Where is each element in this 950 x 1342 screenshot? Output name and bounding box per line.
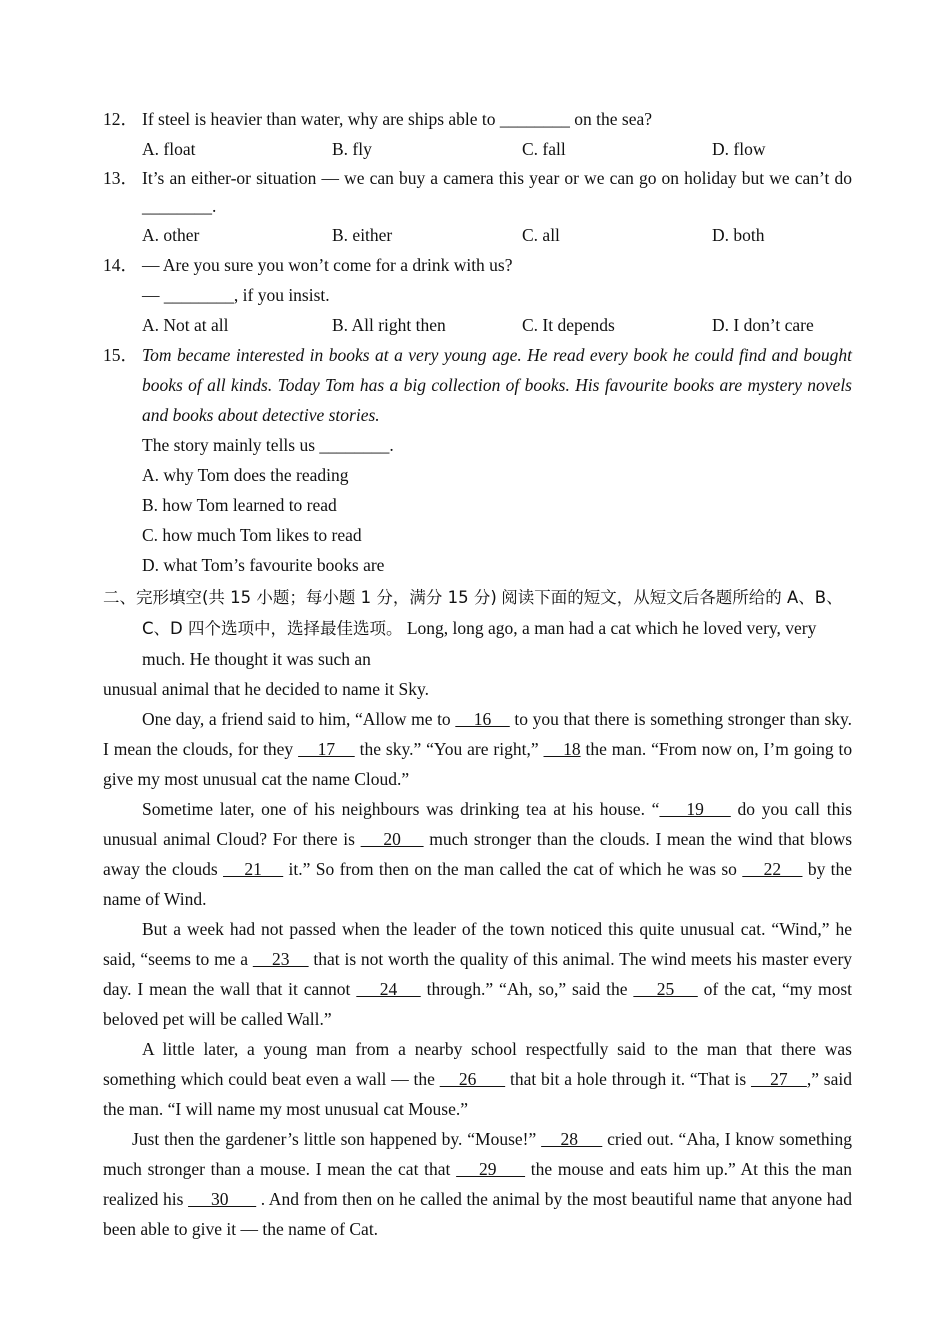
option-d: D. both: [712, 225, 765, 245]
dialogue-line-2: — ________, if you insist.: [142, 285, 330, 305]
blank-16: 16: [455, 709, 510, 729]
option-c: C. fall: [522, 139, 566, 159]
question-number: 12．: [103, 109, 138, 129]
text-span: do you call this unusual animal Cloud? For there is: [103, 799, 853, 849]
text-span: ,” said the man. “I will name my most unusual cat Mouse.”: [103, 1069, 852, 1119]
option-grid: [103, 460, 852, 580]
blank-29: 29: [456, 1159, 526, 1179]
blank-27: 27: [750, 1069, 807, 1089]
option-a: A. why Tom does the reading: [142, 465, 349, 485]
option-c: C. It depends: [522, 315, 615, 335]
blank-23: 23: [252, 949, 309, 969]
text-span: A little later, a young man from a nearby school respectfully said to the man that there was something which could beat even a wall — the: [103, 1039, 852, 1089]
section-cloze-header: [103, 582, 852, 674]
text-span: that bit a hole through it. “That is: [509, 1069, 747, 1089]
question-stem: If steel is heavier than water, why are ships able to ________ on the sea?: [142, 109, 653, 129]
text-span: Just then the gardener’s little son happened by. “Mouse!”: [132, 1129, 537, 1149]
blank-22: 22: [742, 859, 803, 879]
cloze-paragraph-1: [103, 704, 852, 794]
text-span: the man. “From now on, I’m going to give my most unusual cat the name Cloud.”: [103, 739, 853, 789]
text-span: much stronger than the clouds. I mean the wind that blows away the clouds: [103, 829, 853, 879]
blank-17: 17: [298, 739, 355, 759]
question-number: 15．: [103, 345, 138, 365]
option-b: B. either: [332, 225, 393, 245]
text-span: the mouse and eats him up.” At this the man realized his: [103, 1159, 852, 1209]
option-row: [103, 310, 852, 340]
blank-18: 18: [543, 739, 581, 759]
dialogue-line-1: — Are you sure you won’t come for a drink with us?: [142, 255, 513, 275]
cloze-paragraph-2: [103, 794, 852, 914]
text-span: it.” So from then on the man called the cat of which he was so: [288, 859, 737, 879]
option-b: B. fly: [332, 139, 372, 159]
text-span: One day, a friend said to him, “Allow me to: [142, 709, 451, 729]
option-row: [103, 134, 852, 164]
option-d: D. flow: [712, 139, 766, 159]
option-b: B. All right then: [332, 315, 446, 335]
cloze-intro: Long, long ago, a man had a cat which he loved very, very much. He thought it was such an: [142, 618, 817, 669]
text-span: to you that there is something stronger than sky. I mean the clouds, for they: [103, 709, 853, 759]
option-c: C. all: [522, 225, 560, 245]
text-span: the sky.” “You are right,”: [359, 739, 539, 759]
text-span: . And from then on he called the animal by the most beautiful name that anyone had been able to give it — the name of Cat.: [103, 1189, 853, 1239]
question-15: [103, 340, 852, 460]
blank-24: 24: [356, 979, 421, 999]
question-stem: It’s an either-or situation — we can buy a camera this year or we can go on holiday but we can’t do ________.: [142, 168, 852, 216]
question-number: 14．: [103, 255, 138, 275]
text-span: by the name of Wind.: [103, 859, 853, 909]
cloze-intro-continued: unusual animal that he decided to name it Sky.: [103, 679, 429, 699]
blank-30: 30: [188, 1189, 257, 1209]
question-prompt: The story mainly tells us ________.: [142, 435, 394, 455]
cloze-paragraph-4: [103, 1034, 852, 1124]
blank-20: 20: [360, 829, 424, 849]
question-14: [103, 250, 852, 310]
cloze-paragraph-3: [103, 914, 852, 1034]
question-13: [103, 164, 852, 220]
question-number: 13．: [103, 168, 138, 188]
text-span: Sometime later, one of his neighbours was drinking tea at his house. “: [142, 799, 660, 819]
text-span: that is not worth the quality of this animal. The wind meets his master every day. I mean the wall that it cannot: [103, 949, 853, 999]
blank-25: 25: [633, 979, 698, 999]
cloze-paragraph-5: [103, 1124, 852, 1244]
option-row: [103, 220, 852, 250]
reading-passage: Tom became interested in books at a very young age. He read every book he could find and bought books of all kinds. Today Tom has a big collection of books. His favourite books are mystery novels and books about detective stories.: [142, 345, 852, 425]
blank-21: 21: [223, 859, 284, 879]
text-span: cried out. “Aha, I know something much stronger than a mouse. I mean the cat that: [103, 1129, 853, 1179]
blank-19: 19: [659, 799, 731, 819]
section-instruction: 阅读下面的短文，从短文后各题所给的 A、B、C、D 四个选项中，选择最佳选项。: [142, 588, 843, 638]
option-a: A. float: [142, 139, 196, 159]
exam-page: [103, 104, 852, 1244]
text-span: through.” “Ah, so,” said the: [426, 979, 628, 999]
text-span: of the cat, “my most beloved pet will be called Wall.”: [103, 979, 853, 1029]
option-a: A. other: [142, 225, 200, 245]
option-a: A. Not at all: [142, 315, 229, 335]
blank-26: 26: [439, 1069, 506, 1089]
question-12: [103, 104, 852, 134]
blank-28: 28: [541, 1129, 603, 1149]
option-d: D. what Tom’s favourite books are: [142, 555, 385, 575]
option-c: C. how much Tom likes to read: [142, 525, 362, 545]
option-d: D. I don’t care: [712, 315, 814, 335]
section-heading: 二、完形填空(共 15 小题；每小题 1 分，满分 15 分): [103, 588, 497, 607]
option-b: B. how Tom learned to read: [142, 495, 337, 515]
text-span: But a week had not passed when the leader of the town noticed this quite unusual cat. “Wind,” he said, “seems to me a: [103, 919, 852, 969]
